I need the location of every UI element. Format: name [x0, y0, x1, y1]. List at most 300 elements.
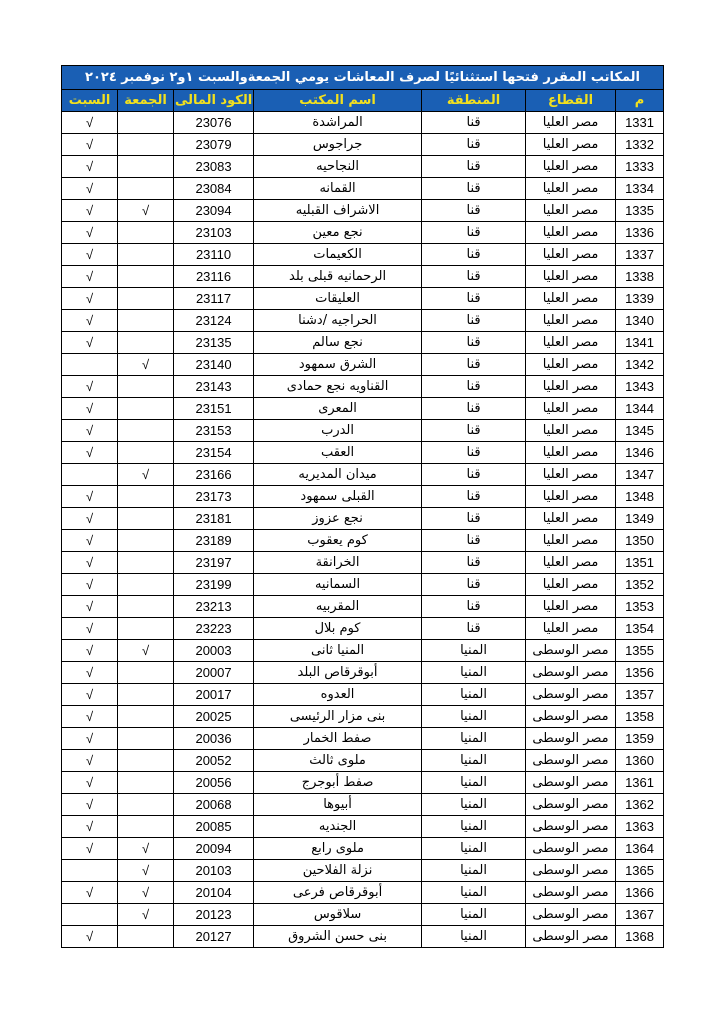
office-name-cell: كوم بلال: [254, 618, 422, 640]
sector-cell: مصر العليا: [526, 596, 616, 618]
financial-code-cell: 20123: [174, 904, 254, 926]
table-row: [62, 706, 664, 728]
row-number: 1366: [616, 882, 664, 904]
friday-mark: [118, 684, 174, 706]
table-row: [62, 266, 664, 288]
financial-code-cell: 23151: [174, 398, 254, 420]
friday-mark: √: [118, 200, 174, 222]
friday-mark: [118, 596, 174, 618]
financial-code-cell: 23189: [174, 530, 254, 552]
friday-mark: √: [118, 904, 174, 926]
friday-mark: [118, 530, 174, 552]
table-row: [62, 486, 664, 508]
sector-cell: مصر الوسطى: [526, 904, 616, 926]
saturday-mark: √: [62, 332, 118, 354]
sector-cell: مصر العليا: [526, 134, 616, 156]
sector-cell: مصر الوسطى: [526, 816, 616, 838]
region-cell: المنيا: [422, 728, 526, 750]
region-cell: قنا: [422, 200, 526, 222]
sector-cell: مصر العليا: [526, 288, 616, 310]
table-row: [62, 508, 664, 530]
table-row: [62, 376, 664, 398]
office-name-cell: بنى حسن الشروق: [254, 926, 422, 948]
header-region: المنطقة: [422, 90, 526, 112]
row-number: 1356: [616, 662, 664, 684]
row-number: 1357: [616, 684, 664, 706]
financial-code-cell: 23135: [174, 332, 254, 354]
region-cell: المنيا: [422, 838, 526, 860]
region-cell: قنا: [422, 552, 526, 574]
office-name-cell: نزلة الفلاحين: [254, 860, 422, 882]
table-row: [62, 904, 664, 926]
financial-code-cell: 20104: [174, 882, 254, 904]
row-number: 1352: [616, 574, 664, 596]
financial-code-cell: 23083: [174, 156, 254, 178]
office-name-cell: نجع معين: [254, 222, 422, 244]
office-name-cell: المعرى: [254, 398, 422, 420]
office-name-cell: الكعيمات: [254, 244, 422, 266]
region-cell: قنا: [422, 222, 526, 244]
sector-cell: مصر العليا: [526, 178, 616, 200]
table-row: [62, 794, 664, 816]
financial-code-cell: 23094: [174, 200, 254, 222]
saturday-mark: [62, 904, 118, 926]
financial-code-cell: 20094: [174, 838, 254, 860]
row-number: 1365: [616, 860, 664, 882]
header-num: م: [616, 90, 664, 112]
table-row: [62, 728, 664, 750]
table-row: [62, 288, 664, 310]
office-name-cell: نجع سالم: [254, 332, 422, 354]
saturday-mark: √: [62, 376, 118, 398]
sector-cell: مصر العليا: [526, 618, 616, 640]
saturday-mark: √: [62, 750, 118, 772]
sector-cell: مصر العليا: [526, 420, 616, 442]
financial-code-cell: 23181: [174, 508, 254, 530]
table-row: [62, 640, 664, 662]
sector-cell: مصر العليا: [526, 266, 616, 288]
region-cell: قنا: [422, 420, 526, 442]
saturday-mark: √: [62, 530, 118, 552]
saturday-mark: √: [62, 794, 118, 816]
sector-cell: مصر العليا: [526, 530, 616, 552]
table-row: [62, 816, 664, 838]
saturday-mark: √: [62, 772, 118, 794]
sector-cell: مصر الوسطى: [526, 838, 616, 860]
region-cell: قنا: [422, 464, 526, 486]
region-cell: قنا: [422, 134, 526, 156]
sector-cell: مصر العليا: [526, 508, 616, 530]
friday-mark: √: [118, 860, 174, 882]
region-cell: المنيا: [422, 684, 526, 706]
sector-cell: مصر العليا: [526, 112, 616, 134]
financial-code-cell: 20085: [174, 816, 254, 838]
region-cell: قنا: [422, 508, 526, 530]
saturday-mark: √: [62, 684, 118, 706]
friday-mark: [118, 376, 174, 398]
friday-mark: √: [118, 354, 174, 376]
financial-code-cell: 20025: [174, 706, 254, 728]
row-number: 1340: [616, 310, 664, 332]
region-cell: المنيا: [422, 706, 526, 728]
row-number: 1349: [616, 508, 664, 530]
saturday-mark: √: [62, 200, 118, 222]
region-cell: قنا: [422, 618, 526, 640]
row-number: 1353: [616, 596, 664, 618]
friday-mark: [118, 332, 174, 354]
financial-code-cell: 23124: [174, 310, 254, 332]
region-cell: قنا: [422, 244, 526, 266]
saturday-mark: √: [62, 618, 118, 640]
sector-cell: مصر العليا: [526, 464, 616, 486]
sector-cell: مصر العليا: [526, 156, 616, 178]
sector-cell: مصر العليا: [526, 200, 616, 222]
table-row: [62, 332, 664, 354]
table-row: [62, 420, 664, 442]
financial-code-cell: 23076: [174, 112, 254, 134]
table-row: [62, 772, 664, 794]
row-number: 1362: [616, 794, 664, 816]
office-name-cell: صفط أبوجرج: [254, 772, 422, 794]
sector-cell: مصر العليا: [526, 354, 616, 376]
region-cell: المنيا: [422, 640, 526, 662]
row-number: 1347: [616, 464, 664, 486]
saturday-mark: √: [62, 222, 118, 244]
table-row: [62, 398, 664, 420]
region-cell: قنا: [422, 530, 526, 552]
financial-code-cell: 23116: [174, 266, 254, 288]
financial-code-cell: 23166: [174, 464, 254, 486]
office-name-cell: القمانه: [254, 178, 422, 200]
table-row: [62, 684, 664, 706]
sector-cell: مصر الوسطى: [526, 684, 616, 706]
sector-cell: مصر العليا: [526, 442, 616, 464]
friday-mark: [118, 310, 174, 332]
saturday-mark: √: [62, 574, 118, 596]
friday-mark: [118, 706, 174, 728]
region-cell: قنا: [422, 398, 526, 420]
row-number: 1341: [616, 332, 664, 354]
friday-mark: √: [118, 464, 174, 486]
saturday-mark: √: [62, 816, 118, 838]
saturday-mark: √: [62, 156, 118, 178]
region-cell: المنيا: [422, 794, 526, 816]
friday-mark: √: [118, 640, 174, 662]
friday-mark: [118, 794, 174, 816]
table-row: [62, 442, 664, 464]
financial-code-cell: 20103: [174, 860, 254, 882]
friday-mark: [118, 750, 174, 772]
office-name-cell: القناويه نجع حمادى: [254, 376, 422, 398]
header-sector: القطاع: [526, 90, 616, 112]
friday-mark: [118, 552, 174, 574]
table-row: [62, 838, 664, 860]
table-row: [62, 552, 664, 574]
financial-code-cell: 20007: [174, 662, 254, 684]
office-name-cell: القبلى سمهود: [254, 486, 422, 508]
saturday-mark: [62, 464, 118, 486]
table-row: [62, 464, 664, 486]
sector-cell: مصر الوسطى: [526, 728, 616, 750]
sector-cell: مصر الوسطى: [526, 926, 616, 948]
sector-cell: مصر الوسطى: [526, 662, 616, 684]
office-name-cell: السمانيه: [254, 574, 422, 596]
office-name-cell: العليقات: [254, 288, 422, 310]
friday-mark: [118, 178, 174, 200]
friday-mark: √: [118, 838, 174, 860]
office-name-cell: ملوى ثالث: [254, 750, 422, 772]
office-name-cell: صفط الخمار: [254, 728, 422, 750]
table-row: [62, 926, 664, 948]
financial-code-cell: 23110: [174, 244, 254, 266]
office-name-cell: الخرانقة: [254, 552, 422, 574]
friday-mark: [118, 398, 174, 420]
table-row: [62, 354, 664, 376]
office-name-cell: الدرب: [254, 420, 422, 442]
financial-code-cell: 23140: [174, 354, 254, 376]
saturday-mark: √: [62, 420, 118, 442]
region-cell: قنا: [422, 442, 526, 464]
friday-mark: [118, 508, 174, 530]
row-number: 1351: [616, 552, 664, 574]
friday-mark: [118, 662, 174, 684]
sector-cell: مصر الوسطى: [526, 772, 616, 794]
office-name-cell: الرحمانيه قبلى بلد: [254, 266, 422, 288]
financial-code-cell: 20068: [174, 794, 254, 816]
office-name-cell: المراشدة: [254, 112, 422, 134]
financial-code-cell: 23117: [174, 288, 254, 310]
table-row: [62, 178, 664, 200]
row-number: 1358: [616, 706, 664, 728]
friday-mark: [118, 244, 174, 266]
region-cell: قنا: [422, 288, 526, 310]
row-number: 1364: [616, 838, 664, 860]
office-name-cell: المنيا ثانى: [254, 640, 422, 662]
saturday-mark: √: [62, 838, 118, 860]
sector-cell: مصر العليا: [526, 332, 616, 354]
region-cell: قنا: [422, 486, 526, 508]
row-number: 1361: [616, 772, 664, 794]
row-number: 1336: [616, 222, 664, 244]
table-row: [62, 222, 664, 244]
table-row: [62, 134, 664, 156]
region-cell: قنا: [422, 596, 526, 618]
saturday-mark: √: [62, 486, 118, 508]
row-number: 1355: [616, 640, 664, 662]
region-cell: قنا: [422, 332, 526, 354]
region-cell: قنا: [422, 376, 526, 398]
financial-code-cell: 23143: [174, 376, 254, 398]
table-row: [62, 244, 664, 266]
region-cell: قنا: [422, 310, 526, 332]
financial-code-cell: 23103: [174, 222, 254, 244]
saturday-mark: √: [62, 640, 118, 662]
office-name-cell: الحراجيه /دشنا: [254, 310, 422, 332]
table-body: [62, 112, 664, 948]
row-number: 1354: [616, 618, 664, 640]
financial-code-cell: 23197: [174, 552, 254, 574]
row-number: 1332: [616, 134, 664, 156]
sector-cell: مصر الوسطى: [526, 882, 616, 904]
office-name-cell: أبوقرقاص البلد: [254, 662, 422, 684]
row-number: 1368: [616, 926, 664, 948]
table-row: [62, 200, 664, 222]
friday-mark: [118, 728, 174, 750]
financial-code-cell: 23154: [174, 442, 254, 464]
header-office: اسم المكتب: [254, 90, 422, 112]
friday-mark: [118, 156, 174, 178]
office-name-cell: بنى مزار الرئيسى: [254, 706, 422, 728]
office-name-cell: سلاقوس: [254, 904, 422, 926]
row-number: 1338: [616, 266, 664, 288]
saturday-mark: √: [62, 508, 118, 530]
financial-code-cell: 23173: [174, 486, 254, 508]
saturday-mark: √: [62, 112, 118, 134]
row-number: 1344: [616, 398, 664, 420]
region-cell: قنا: [422, 354, 526, 376]
office-name-cell: ميدان المديريه: [254, 464, 422, 486]
friday-mark: [118, 816, 174, 838]
saturday-mark: √: [62, 310, 118, 332]
friday-mark: [118, 112, 174, 134]
friday-mark: [118, 266, 174, 288]
financial-code-cell: 23079: [174, 134, 254, 156]
saturday-mark: √: [62, 596, 118, 618]
sector-cell: مصر العليا: [526, 222, 616, 244]
office-name-cell: الجنديه: [254, 816, 422, 838]
header-code: الكود المالى: [174, 90, 254, 112]
table-row: [62, 750, 664, 772]
financial-code-cell: 20052: [174, 750, 254, 772]
row-number: 1339: [616, 288, 664, 310]
page-title: المكاتب المقرر فتحها استثنائيًا لصرف المعاشات يومي الجمعةوالسبت ١و٢ نوفمبر ٢٠٢٤: [62, 66, 664, 90]
sector-cell: مصر العليا: [526, 376, 616, 398]
row-number: 1360: [616, 750, 664, 772]
financial-code-cell: 23223: [174, 618, 254, 640]
saturday-mark: √: [62, 552, 118, 574]
table-row: [62, 112, 664, 134]
saturday-mark: √: [62, 288, 118, 310]
friday-mark: [118, 222, 174, 244]
friday-mark: [118, 618, 174, 640]
region-cell: قنا: [422, 178, 526, 200]
region-cell: المنيا: [422, 750, 526, 772]
financial-code-cell: 20127: [174, 926, 254, 948]
row-number: 1333: [616, 156, 664, 178]
row-number: 1337: [616, 244, 664, 266]
offices-table: [61, 65, 664, 948]
table-row: [62, 574, 664, 596]
financial-code-cell: 23084: [174, 178, 254, 200]
region-cell: المنيا: [422, 926, 526, 948]
financial-code-cell: 23199: [174, 574, 254, 596]
friday-mark: √: [118, 882, 174, 904]
sector-cell: مصر الوسطى: [526, 794, 616, 816]
header-saturday: السبت: [62, 90, 118, 112]
region-cell: المنيا: [422, 904, 526, 926]
friday-mark: [118, 772, 174, 794]
region-cell: قنا: [422, 112, 526, 134]
financial-code-cell: 20017: [174, 684, 254, 706]
region-cell: المنيا: [422, 662, 526, 684]
office-name-cell: جراجوس: [254, 134, 422, 156]
saturday-mark: √: [62, 706, 118, 728]
row-number: 1334: [616, 178, 664, 200]
friday-mark: [118, 420, 174, 442]
office-name-cell: كوم يعقوب: [254, 530, 422, 552]
friday-mark: [118, 134, 174, 156]
region-cell: المنيا: [422, 860, 526, 882]
saturday-mark: √: [62, 442, 118, 464]
table-row: [62, 596, 664, 618]
saturday-mark: √: [62, 266, 118, 288]
financial-code-cell: 23153: [174, 420, 254, 442]
office-name-cell: أبيوها: [254, 794, 422, 816]
friday-mark: [118, 486, 174, 508]
sector-cell: مصر العليا: [526, 574, 616, 596]
friday-mark: [118, 574, 174, 596]
row-number: 1346: [616, 442, 664, 464]
office-name-cell: نجع عزوز: [254, 508, 422, 530]
row-number: 1350: [616, 530, 664, 552]
saturday-mark: √: [62, 728, 118, 750]
friday-mark: [118, 926, 174, 948]
row-number: 1342: [616, 354, 664, 376]
table-row: [62, 882, 664, 904]
financial-code-cell: 20036: [174, 728, 254, 750]
row-number: 1345: [616, 420, 664, 442]
sector-cell: مصر الوسطى: [526, 640, 616, 662]
row-number: 1348: [616, 486, 664, 508]
financial-code-cell: 20003: [174, 640, 254, 662]
table-row: [62, 860, 664, 882]
financial-code-cell: 20056: [174, 772, 254, 794]
row-number: 1359: [616, 728, 664, 750]
financial-code-cell: 23213: [174, 596, 254, 618]
sector-cell: مصر الوسطى: [526, 860, 616, 882]
sector-cell: مصر الوسطى: [526, 750, 616, 772]
table-row: [62, 618, 664, 640]
saturday-mark: √: [62, 398, 118, 420]
sector-cell: مصر العليا: [526, 552, 616, 574]
saturday-mark: [62, 860, 118, 882]
office-name-cell: النجاحيه: [254, 156, 422, 178]
office-name-cell: الاشراف القبليه: [254, 200, 422, 222]
office-name-cell: ملوى رابع: [254, 838, 422, 860]
office-name-cell: العقب: [254, 442, 422, 464]
saturday-mark: √: [62, 882, 118, 904]
row-number: 1335: [616, 200, 664, 222]
saturday-mark: √: [62, 926, 118, 948]
office-name-cell: المقربيه: [254, 596, 422, 618]
region-cell: قنا: [422, 156, 526, 178]
table-row: [62, 156, 664, 178]
saturday-mark: √: [62, 662, 118, 684]
table-row: [62, 530, 664, 552]
header-friday: الجمعة: [118, 90, 174, 112]
sector-cell: مصر العليا: [526, 310, 616, 332]
sector-cell: مصر العليا: [526, 398, 616, 420]
saturday-mark: [62, 354, 118, 376]
region-cell: قنا: [422, 266, 526, 288]
table-row: [62, 310, 664, 332]
row-number: 1343: [616, 376, 664, 398]
saturday-mark: √: [62, 244, 118, 266]
sector-cell: مصر الوسطى: [526, 706, 616, 728]
office-name-cell: الشرق سمهود: [254, 354, 422, 376]
region-cell: المنيا: [422, 882, 526, 904]
region-cell: المنيا: [422, 816, 526, 838]
